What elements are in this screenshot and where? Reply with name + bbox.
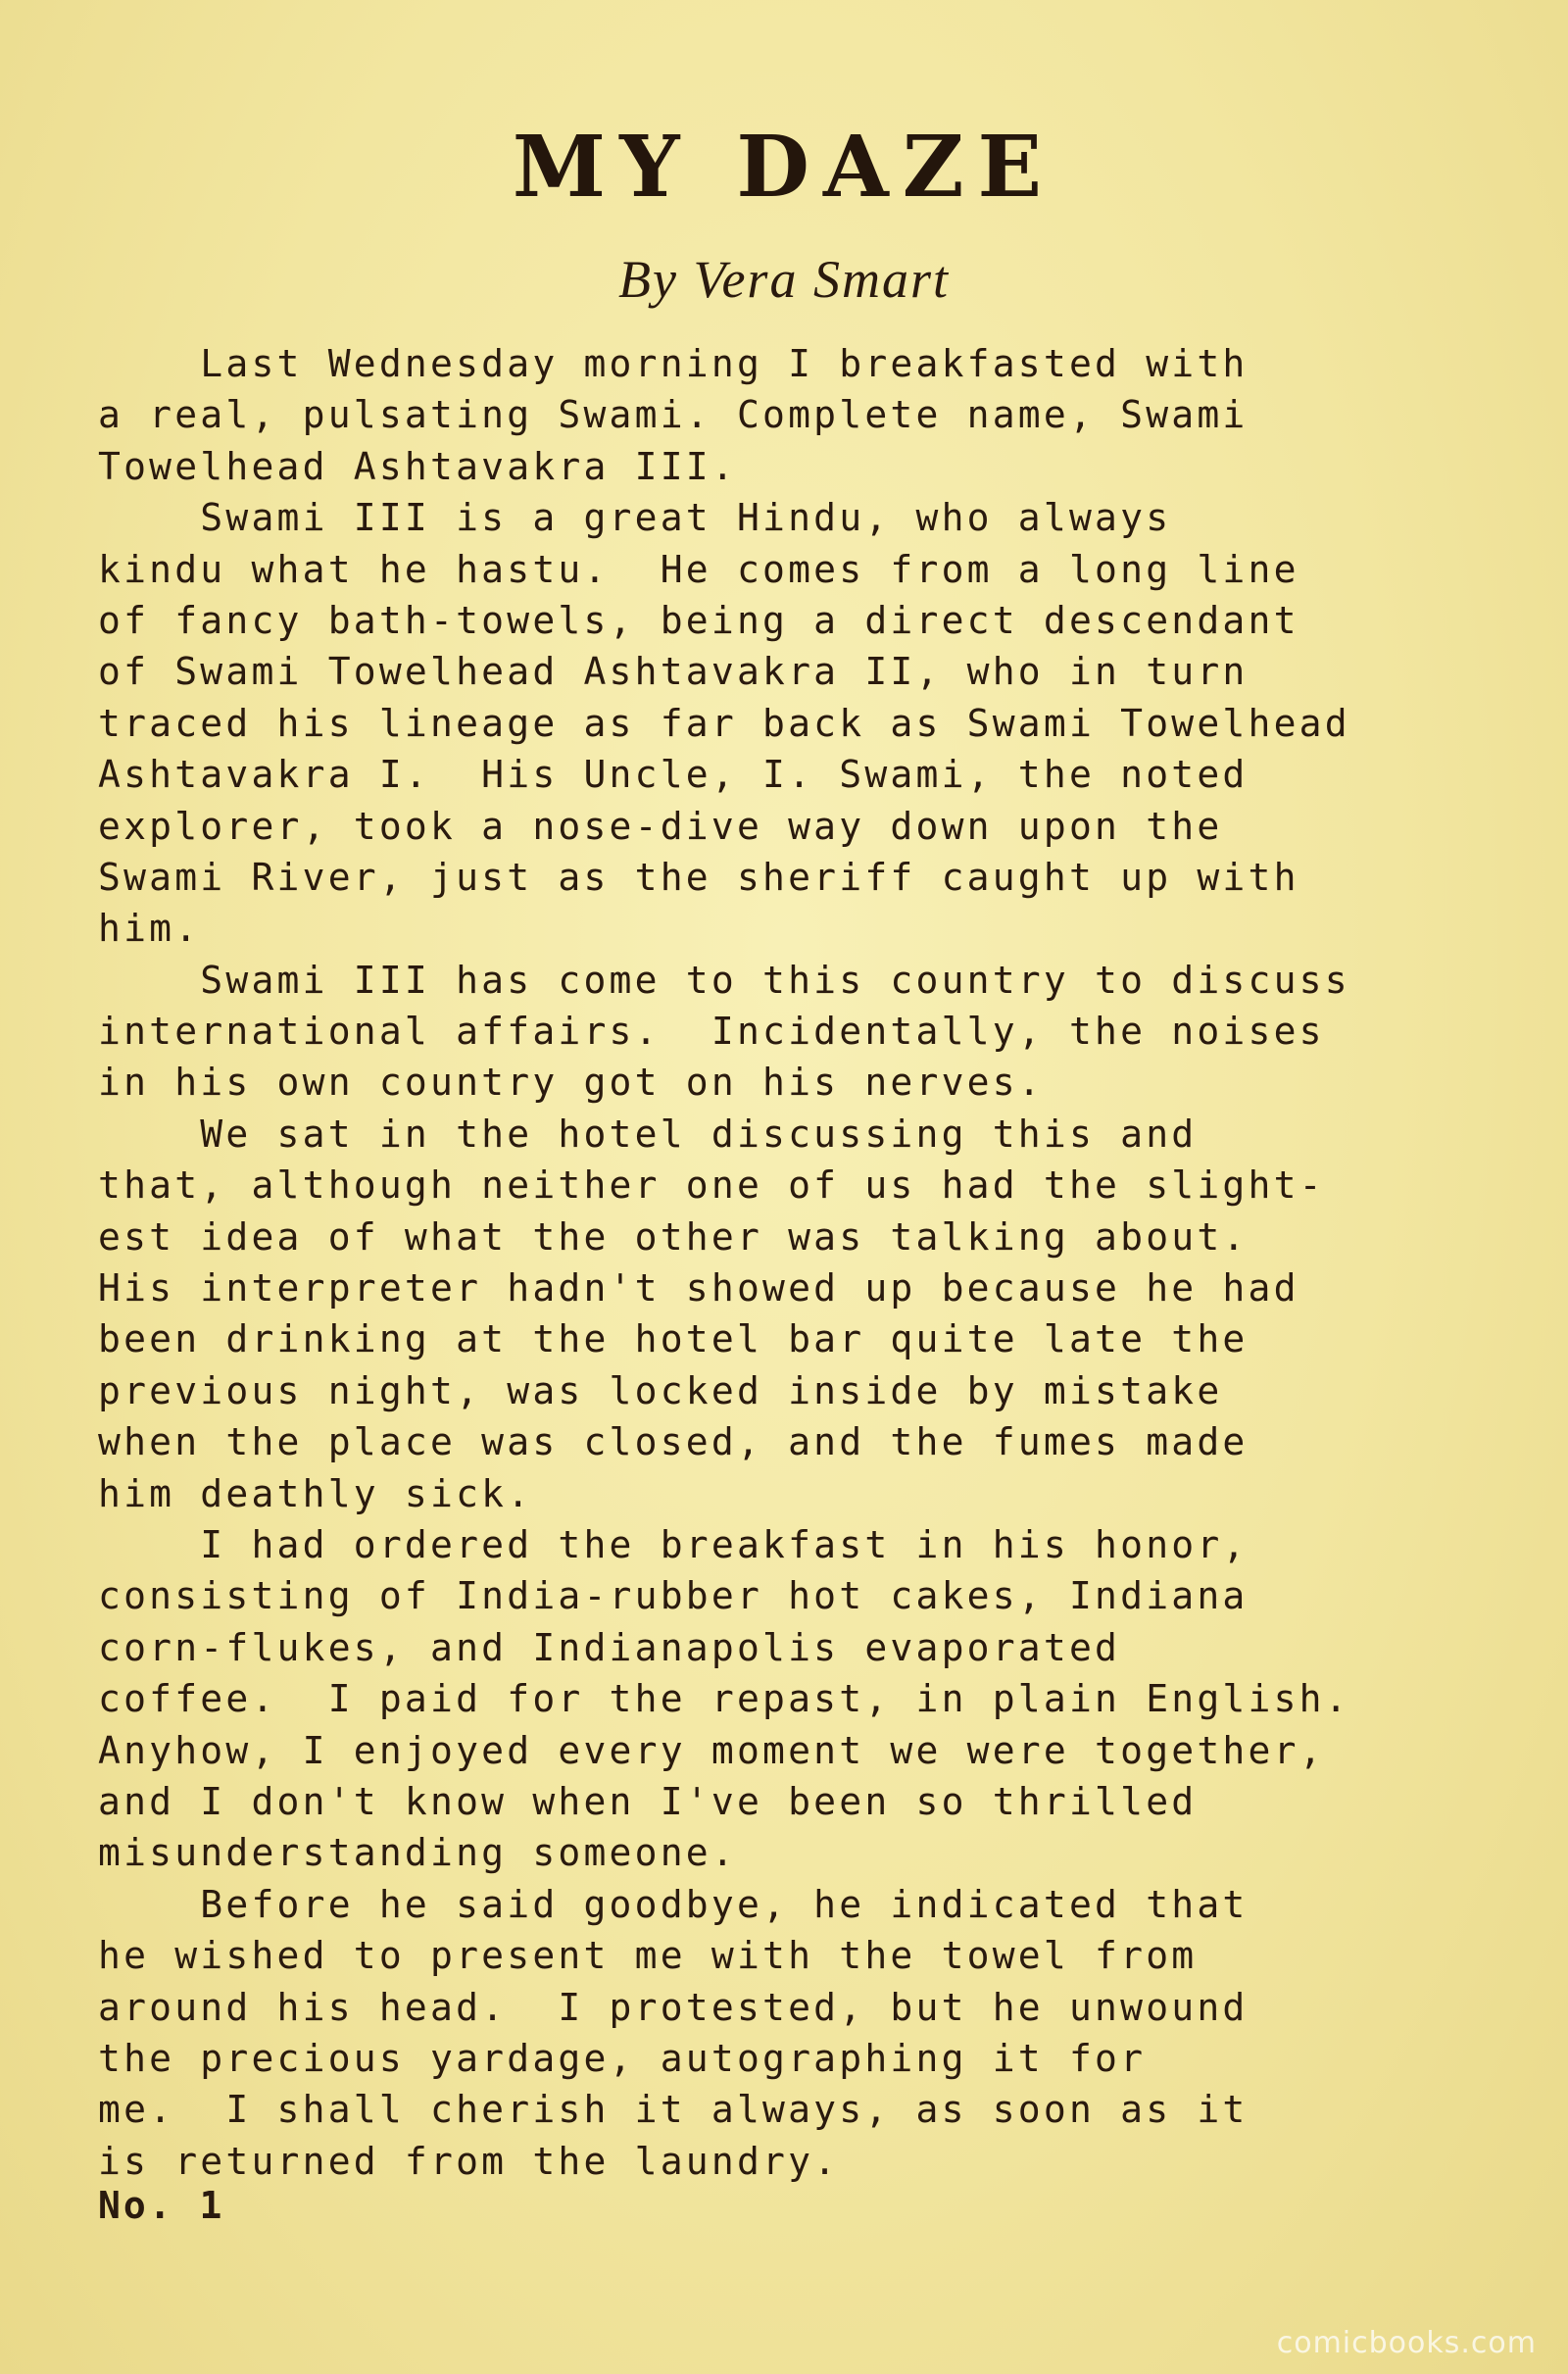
text-line: a real, pulsating Swami. Complete name, Swami [98, 393, 1249, 437]
text-line: est idea of what the other was talking about. [98, 1214, 1249, 1259]
text-line: him. [98, 907, 201, 951]
text-line: Anyhow, I enjoyed every moment we were together, [98, 1728, 1325, 1772]
author-byline: By Vera Smart [618, 250, 950, 309]
text-line: Last Wednesday morning I breakfasted with [98, 342, 1249, 385]
text-line: Towelhead Ashtavakra III. [98, 444, 737, 488]
text-line: explorer, took a nose-dive way down upon the [98, 804, 1223, 848]
text-line: Swami III has come to this country to discuss [98, 958, 1350, 1002]
text-line: when the place was closed, and the fumes made [98, 1420, 1249, 1464]
text-line: We sat in the hotel discussing this and [98, 1112, 1198, 1156]
text-line: of Swami Towelhead Ashtavakra II, who in turn [98, 650, 1249, 694]
text-line: previous night, was locked inside by mistake [98, 1368, 1223, 1412]
text-line: that, although neither one of us had the slight- [98, 1163, 1325, 1208]
text-line: Swami River, just as the sheriff caught up with [98, 855, 1299, 899]
text-line: consisting of India-rubber hot cakes, Indiana [98, 1574, 1249, 1618]
text-line: is returned from the laundry. [98, 2139, 840, 2183]
text-line: of fancy bath-towels, being a direct descendant [98, 598, 1299, 642]
text-line: misunderstanding someone. [98, 1831, 737, 1875]
text-line: I had ordered the breakfast in his honor, [98, 1522, 1249, 1566]
text-line: Before he said goodbye, he indicated that [98, 1882, 1249, 1926]
article-body [98, 338, 1490, 2187]
text-line: been drinking at the hotel bar quite late the [98, 1317, 1249, 1361]
text-line: corn-flukes, and Indianapolis evaporated [98, 1625, 1121, 1669]
text-line: His interpreter hadn't showed up because he had [98, 1266, 1299, 1311]
text-line: him deathly sick. [98, 1471, 533, 1515]
text-line: Ashtavakra I. His Uncle, I. Swami, the noted [98, 753, 1249, 797]
text-line: international affairs. Incidentally, the noises [98, 1010, 1325, 1054]
text-line: Swami III is a great Hindu, who always [98, 496, 1172, 540]
text-line: around his head. I protested, but he unwound [98, 1985, 1249, 2029]
issue-number: No. 1 [98, 2184, 225, 2227]
text-line: me. I shall cherish it always, as soon as it [98, 2088, 1249, 2132]
text-line: and I don't know when I've been so thrilled [98, 1779, 1198, 1823]
text-line: the precious yardage, autographing it for [98, 2036, 1147, 2080]
text-line: traced his lineage as far back as Swami Towelhead [98, 701, 1350, 745]
article-title: MY DAZE [512, 118, 1056, 217]
text-line: he wished to present me with the towel from [98, 1934, 1198, 1978]
text-line: coffee. I paid for the repast, in plain English. [98, 1677, 1350, 1721]
text-line: kindu what he hastu. He comes from a long line [98, 547, 1299, 591]
source-watermark: comicbooks.com [1276, 2326, 1537, 2360]
text-line: in his own country got on his nerves. [98, 1061, 1044, 1105]
